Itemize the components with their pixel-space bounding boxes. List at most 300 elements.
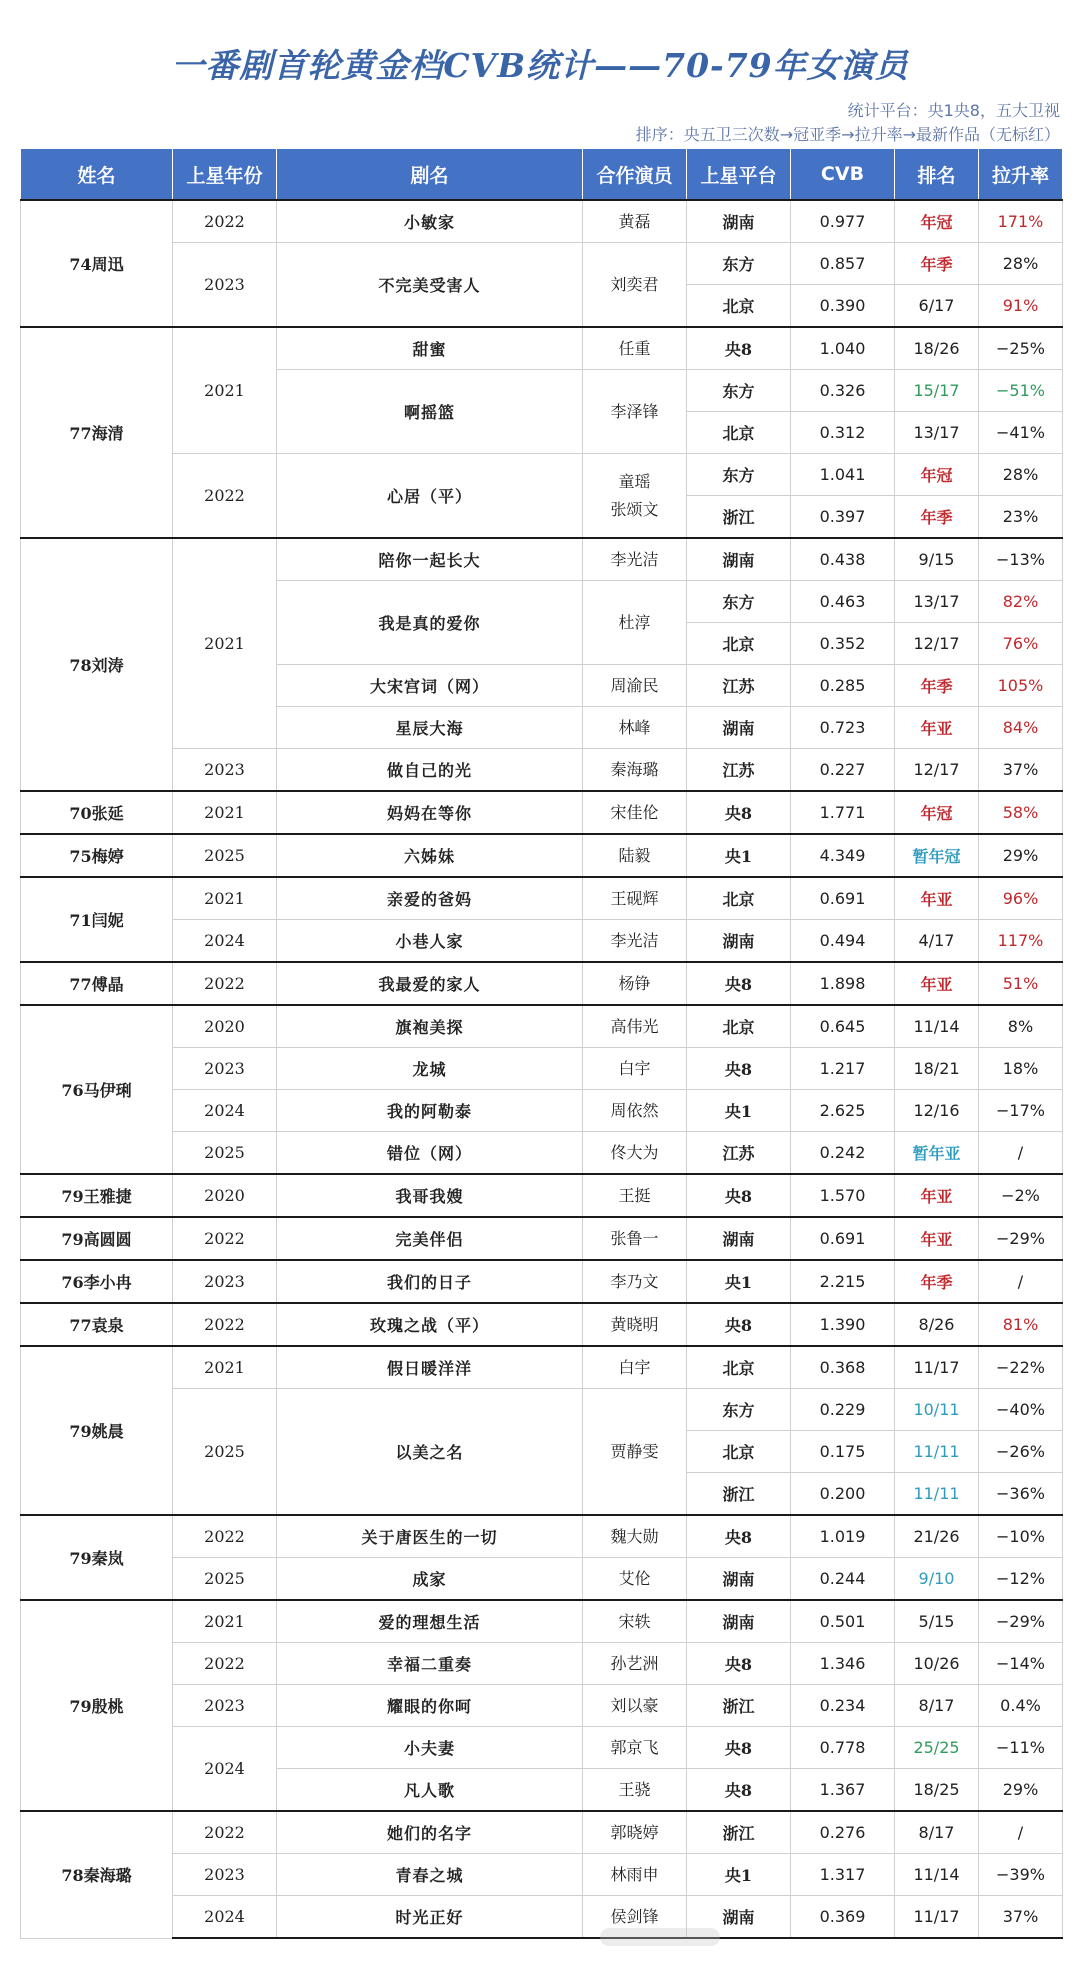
actress-name-cell: 74周迅 <box>21 200 173 327</box>
rise-rate-cell: 28% <box>979 243 1063 285</box>
year-cell: 2023 <box>173 243 277 328</box>
rank-cell: 12/17 <box>895 623 979 665</box>
cvb-cell: 1.390 <box>791 1303 895 1346</box>
year-cell: 2021 <box>173 538 277 749</box>
rise-rate-cell: 58% <box>979 791 1063 834</box>
drama-title-cell: 亲爱的爸妈 <box>277 877 583 920</box>
platform-cell: 北京 <box>687 412 791 454</box>
platform-cell: 北京 <box>687 1005 791 1048</box>
cvb-cell: 1.346 <box>791 1643 895 1685</box>
cvb-cell: 0.326 <box>791 370 895 412</box>
rise-rate-cell: 29% <box>979 834 1063 877</box>
header-year: 上星年份 <box>173 149 277 201</box>
rise-rate-cell: −22% <box>979 1346 1063 1389</box>
co-star-cell <box>583 1389 687 1516</box>
platform-cell: 央1 <box>687 834 791 877</box>
platform-cell: 东方 <box>687 1389 791 1431</box>
rise-rate-cell: 37% <box>979 1896 1063 1939</box>
year-cell: 2021 <box>173 327 277 454</box>
co-star-name: 郭京飞 <box>610 1737 659 1757</box>
platform-cell: 湖南 <box>687 1600 791 1643</box>
rank-cell: 18/25 <box>895 1769 979 1812</box>
rise-rate-cell: 18% <box>979 1048 1063 1090</box>
year-cell: 2022 <box>173 454 277 539</box>
co-star-cell <box>583 1174 687 1217</box>
drama-title-cell: 啊摇篮 <box>277 370 583 454</box>
rank-cell: 暂年冠 <box>895 834 979 877</box>
rank-cell: 9/10 <box>895 1558 979 1601</box>
actress-name-cell: 79王雅捷 <box>21 1174 173 1217</box>
rise-rate-cell: 51% <box>979 962 1063 1005</box>
rise-rate-cell: −10% <box>979 1515 1063 1558</box>
co-star-cell <box>583 1685 687 1727</box>
rise-rate-cell: −13% <box>979 538 1063 581</box>
year-cell: 2022 <box>173 1811 277 1854</box>
platform-cell: 北京 <box>687 623 791 665</box>
platform-cell: 央1 <box>687 1854 791 1896</box>
co-star-cell <box>583 1600 687 1643</box>
rank-cell: 年冠 <box>895 200 979 243</box>
header-drama: 剧名 <box>277 149 583 201</box>
table-row <box>21 1048 1063 1090</box>
cvb-cell: 0.977 <box>791 200 895 243</box>
rise-rate-cell: −41% <box>979 412 1063 454</box>
rank-cell: 21/26 <box>895 1515 979 1558</box>
co-star-cell <box>583 327 687 370</box>
co-star-cell <box>583 749 687 792</box>
co-star-name: 李光洁 <box>610 549 659 569</box>
actress-name-cell: 77袁泉 <box>21 1303 173 1346</box>
platform-cell: 湖南 <box>687 1896 791 1939</box>
actress-name-cell: 76李小冉 <box>21 1260 173 1303</box>
year-cell: 2023 <box>173 1260 277 1303</box>
year-cell: 2024 <box>173 1727 277 1812</box>
header-cast: 合作演员 <box>583 149 687 201</box>
rise-rate-cell: −14% <box>979 1643 1063 1685</box>
drama-title-cell: 耀眼的你呵 <box>277 1685 583 1727</box>
cvb-cell: 0.645 <box>791 1005 895 1048</box>
co-star-name: 黄磊 <box>618 211 651 231</box>
rank-cell: 年季 <box>895 665 979 707</box>
co-star-name: 白宇 <box>618 1058 651 1078</box>
cvb-cell: 1.771 <box>791 791 895 834</box>
cvb-cell: 0.368 <box>791 1346 895 1389</box>
platform-cell: 北京 <box>687 877 791 920</box>
table-row <box>21 1217 1063 1260</box>
drama-title-cell: 时光正好 <box>277 1896 583 1939</box>
cvb-cell: 0.285 <box>791 665 895 707</box>
platform-note: 统计平台：央1央8，五大卫视 <box>847 101 1060 120</box>
platform-cell: 央8 <box>687 327 791 370</box>
drama-title-cell: 大宋宫词（网） <box>277 665 583 707</box>
co-star-cell <box>583 1515 687 1558</box>
table-row <box>21 538 1063 581</box>
cvb-cell: 1.367 <box>791 1769 895 1812</box>
co-star-name: 林雨申 <box>610 1864 659 1884</box>
cvb-cell: 0.244 <box>791 1558 895 1601</box>
platform-cell: 东方 <box>687 370 791 412</box>
year-cell: 2022 <box>173 1303 277 1346</box>
platform-cell: 东方 <box>687 243 791 285</box>
rank-cell: 11/17 <box>895 1896 979 1939</box>
page-title: 一番剧首轮黄金档CVB统计——70-79年女演员 <box>171 46 909 85</box>
rank-cell: 年亚 <box>895 877 979 920</box>
cvb-cell: 0.200 <box>791 1473 895 1516</box>
header-rise: 拉升率 <box>979 149 1063 201</box>
co-star-cell <box>583 370 687 454</box>
cvb-cell: 4.349 <box>791 834 895 877</box>
sort-note: 排序：央五卫三次数→冠亚季→拉升率→最新作品（无标红） <box>635 125 1060 144</box>
rise-rate-cell: −12% <box>979 1558 1063 1601</box>
rise-rate-cell: −40% <box>979 1389 1063 1431</box>
table-row <box>21 1090 1063 1132</box>
drama-title-cell: 做自己的光 <box>277 749 583 792</box>
co-star-name: 艾伦 <box>618 1568 651 1588</box>
rise-rate-cell: / <box>979 1811 1063 1854</box>
co-star-cell <box>583 243 687 328</box>
rise-rate-cell: 0.4% <box>979 1685 1063 1727</box>
platform-cell: 湖南 <box>687 200 791 243</box>
actress-name-cell: 79高圆圆 <box>21 1217 173 1260</box>
drama-title-cell: 完美伴侣 <box>277 1217 583 1260</box>
actress-name-cell: 70张延 <box>21 791 173 834</box>
rank-cell: 18/26 <box>895 327 979 370</box>
co-star-name: 佟大为 <box>610 1142 659 1162</box>
co-star-cell <box>583 1217 687 1260</box>
co-star-name: 林峰 <box>618 717 651 737</box>
co-star-cell <box>583 1854 687 1896</box>
table-row <box>21 1005 1063 1048</box>
cvb-cell: 0.778 <box>791 1727 895 1769</box>
rank-cell: 10/26 <box>895 1643 979 1685</box>
cvb-cell: 1.570 <box>791 1174 895 1217</box>
rank-cell: 11/11 <box>895 1431 979 1473</box>
rank-cell: 年亚 <box>895 707 979 749</box>
rank-cell: 18/21 <box>895 1048 979 1090</box>
co-star-name: 刘奕君 <box>610 274 659 294</box>
table-row <box>21 962 1063 1005</box>
year-cell: 2021 <box>173 791 277 834</box>
co-star-name: 李泽锋 <box>610 401 659 421</box>
rise-rate-cell: −26% <box>979 1431 1063 1473</box>
rank-cell: 8/17 <box>895 1685 979 1727</box>
table-row <box>21 1558 1063 1601</box>
rank-cell: 15/17 <box>895 370 979 412</box>
co-star-cell <box>583 1005 687 1048</box>
rank-cell: 11/11 <box>895 1473 979 1516</box>
drama-title-cell: 小巷人家 <box>277 920 583 963</box>
rise-rate-cell: −51% <box>979 370 1063 412</box>
platform-cell: 浙江 <box>687 1811 791 1854</box>
table-row <box>21 920 1063 963</box>
actress-name-cell: 79殷桃 <box>21 1600 173 1811</box>
drama-title-cell: 假日暖洋洋 <box>277 1346 583 1389</box>
drama-title-cell: 不完美受害人 <box>277 243 583 328</box>
year-cell: 2021 <box>173 877 277 920</box>
co-star-name: 郭晓婷 <box>610 1822 659 1842</box>
co-star-cell <box>583 707 687 749</box>
table-row <box>21 749 1063 792</box>
rank-cell: 年季 <box>895 1260 979 1303</box>
co-star-cell <box>583 920 687 963</box>
cvb-cell: 0.691 <box>791 877 895 920</box>
cvb-cell: 1.040 <box>791 327 895 370</box>
rise-rate-cell: −11% <box>979 1727 1063 1769</box>
rank-cell: 年亚 <box>895 962 979 1005</box>
header-rank: 排名 <box>895 149 979 201</box>
table-row <box>21 1346 1063 1389</box>
co-star-name: 黄晓明 <box>610 1314 659 1334</box>
cvb-cell: 1.019 <box>791 1515 895 1558</box>
actress-name-cell: 78秦海璐 <box>21 1811 173 1938</box>
cvb-table <box>20 148 1063 1939</box>
platform-cell: 湖南 <box>687 1558 791 1601</box>
rank-cell: 11/14 <box>895 1005 979 1048</box>
rank-cell: 12/16 <box>895 1090 979 1132</box>
cvb-cell: 1.898 <box>791 962 895 1005</box>
rank-cell: 13/17 <box>895 412 979 454</box>
platform-cell: 湖南 <box>687 1217 791 1260</box>
actress-name-cell: 78刘涛 <box>21 538 173 791</box>
platform-cell: 央8 <box>687 1303 791 1346</box>
drama-title-cell: 凡人歌 <box>277 1769 583 1812</box>
rise-rate-cell: 23% <box>979 496 1063 539</box>
platform-cell: 湖南 <box>687 707 791 749</box>
co-star-name: 宋轶 <box>618 1611 651 1631</box>
rank-cell: 11/14 <box>895 1854 979 1896</box>
co-star-cell <box>583 1811 687 1854</box>
co-star-cell <box>583 962 687 1005</box>
drama-title-cell: 甜蜜 <box>277 327 583 370</box>
rank-cell: 年亚 <box>895 1174 979 1217</box>
year-cell: 2024 <box>173 920 277 963</box>
cvb-cell: 0.723 <box>791 707 895 749</box>
co-star-cell <box>583 665 687 707</box>
drama-title-cell: 以美之名 <box>277 1389 583 1516</box>
rise-rate-cell: 91% <box>979 285 1063 328</box>
table-row <box>21 327 1063 370</box>
platform-cell: 央8 <box>687 1769 791 1812</box>
rise-rate-cell: 84% <box>979 707 1063 749</box>
co-star-name: 宋佳伦 <box>610 802 659 822</box>
co-star-cell <box>583 1090 687 1132</box>
table-row <box>21 200 1063 243</box>
co-star-name: 周依然 <box>610 1100 659 1120</box>
rank-cell: 年季 <box>895 243 979 285</box>
co-star-name: 李乃文 <box>610 1271 659 1291</box>
co-star-cell <box>583 1260 687 1303</box>
drama-title-cell: 爱的理想生活 <box>277 1600 583 1643</box>
co-star-name: 王砚辉 <box>610 888 659 908</box>
rise-rate-cell: −29% <box>979 1600 1063 1643</box>
platform-cell: 湖南 <box>687 920 791 963</box>
table-header-row <box>21 149 1063 201</box>
table-row <box>21 834 1063 877</box>
co-star-cell <box>583 1643 687 1685</box>
drama-title-cell: 小夫妻 <box>277 1727 583 1769</box>
table-row <box>21 243 1063 285</box>
platform-cell: 浙江 <box>687 496 791 539</box>
co-star-name: 李光洁 <box>610 930 659 950</box>
actress-name-cell: 79秦岚 <box>21 1515 173 1600</box>
rank-cell: 8/26 <box>895 1303 979 1346</box>
cvb-cell: 1.217 <box>791 1048 895 1090</box>
actress-name-cell: 77傅晶 <box>21 962 173 1005</box>
year-cell: 2022 <box>173 1643 277 1685</box>
cvb-cell: 0.501 <box>791 1600 895 1643</box>
rise-rate-cell: −36% <box>979 1473 1063 1516</box>
table-row <box>21 1260 1063 1303</box>
rise-rate-cell: 29% <box>979 1769 1063 1812</box>
platform-cell: 湖南 <box>687 538 791 581</box>
table-row <box>21 1685 1063 1727</box>
drama-title-cell: 妈妈在等你 <box>277 791 583 834</box>
cvb-cell: 0.438 <box>791 538 895 581</box>
platform-cell: 央8 <box>687 1643 791 1685</box>
platform-cell: 央8 <box>687 1515 791 1558</box>
platform-cell: 浙江 <box>687 1473 791 1516</box>
rank-cell: 9/15 <box>895 538 979 581</box>
header-platform: 上星平台 <box>687 149 791 201</box>
platform-cell: 央8 <box>687 791 791 834</box>
co-star-cell <box>583 877 687 920</box>
cvb-cell: 1.041 <box>791 454 895 496</box>
rank-cell: 6/17 <box>895 285 979 328</box>
drama-title-cell: 我们的日子 <box>277 1260 583 1303</box>
platform-cell: 江苏 <box>687 1132 791 1175</box>
drama-title-cell: 我哥我嫂 <box>277 1174 583 1217</box>
cvb-cell: 0.229 <box>791 1389 895 1431</box>
table-row <box>21 1811 1063 1854</box>
table-row <box>21 1600 1063 1643</box>
platform-cell: 江苏 <box>687 749 791 792</box>
platform-cell: 央8 <box>687 1174 791 1217</box>
rise-rate-cell: / <box>979 1260 1063 1303</box>
rise-rate-cell: / <box>979 1132 1063 1175</box>
drama-title-cell: 旗袍美探 <box>277 1005 583 1048</box>
year-cell: 2022 <box>173 200 277 243</box>
drama-title-cell: 青春之城 <box>277 1854 583 1896</box>
rank-cell: 年冠 <box>895 454 979 496</box>
year-cell: 2024 <box>173 1090 277 1132</box>
table-row <box>21 877 1063 920</box>
platform-cell: 央8 <box>687 1048 791 1090</box>
actress-name-cell: 77海清 <box>21 327 173 538</box>
table-row <box>21 1389 1063 1431</box>
drama-title-cell: 我的阿勒泰 <box>277 1090 583 1132</box>
table-row <box>21 1854 1063 1896</box>
platform-cell: 浙江 <box>687 1685 791 1727</box>
co-star-name: 任重 <box>618 338 651 358</box>
year-cell: 2021 <box>173 1600 277 1643</box>
rise-rate-cell: 117% <box>979 920 1063 963</box>
cvb-cell: 0.312 <box>791 412 895 454</box>
table-row <box>21 791 1063 834</box>
cvb-cell: 0.857 <box>791 243 895 285</box>
rise-rate-cell: 76% <box>979 623 1063 665</box>
year-cell: 2022 <box>173 1515 277 1558</box>
rise-rate-cell: −25% <box>979 327 1063 370</box>
drama-title-cell: 六姊妹 <box>277 834 583 877</box>
platform-cell: 东方 <box>687 581 791 623</box>
rise-rate-cell: 105% <box>979 665 1063 707</box>
co-star-name: 王挺 <box>618 1185 651 1205</box>
co-star-cell <box>583 538 687 581</box>
cvb-cell: 1.317 <box>791 1854 895 1896</box>
rise-rate-cell: 96% <box>979 877 1063 920</box>
table-row <box>21 1515 1063 1558</box>
year-cell: 2023 <box>173 749 277 792</box>
actress-name-cell: 79姚晨 <box>21 1346 173 1515</box>
rank-cell: 4/17 <box>895 920 979 963</box>
cvb-cell: 0.234 <box>791 1685 895 1727</box>
drama-title-cell: 成家 <box>277 1558 583 1601</box>
year-cell: 2023 <box>173 1854 277 1896</box>
rank-cell: 年季 <box>895 496 979 539</box>
rise-rate-cell: −29% <box>979 1217 1063 1260</box>
cvb-cell: 0.175 <box>791 1431 895 1473</box>
platform-cell: 央8 <box>687 1727 791 1769</box>
drama-title-cell: 幸福二重奏 <box>277 1643 583 1685</box>
cvb-cell: 0.397 <box>791 496 895 539</box>
co-star-name: 白宇 <box>618 1357 651 1377</box>
rank-cell: 12/17 <box>895 749 979 792</box>
drama-title-cell: 龙城 <box>277 1048 583 1090</box>
year-cell: 2022 <box>173 962 277 1005</box>
drama-title-cell: 她们的名字 <box>277 1811 583 1854</box>
year-cell: 2025 <box>173 1389 277 1516</box>
co-star-cell <box>583 1727 687 1769</box>
platform-cell: 江苏 <box>687 665 791 707</box>
rank-cell: 年亚 <box>895 1217 979 1260</box>
co-star-cell <box>583 454 687 539</box>
drama-title-cell: 心居（平） <box>277 454 583 539</box>
drama-title-cell: 错位（网） <box>277 1132 583 1175</box>
table-row <box>21 1896 1063 1939</box>
co-star-name: 杨铮 <box>618 973 651 993</box>
rank-cell: 年冠 <box>895 791 979 834</box>
co-star-name: 童瑶 <box>618 471 651 491</box>
co-star-cell <box>583 1769 687 1812</box>
co-star-cell <box>583 1132 687 1175</box>
actress-name-cell: 71闫妮 <box>21 877 173 962</box>
header-name: 姓名 <box>21 149 173 201</box>
co-star-cell <box>583 1303 687 1346</box>
co-star-cell <box>583 791 687 834</box>
table-row <box>21 1132 1063 1175</box>
table-row <box>21 1727 1063 1769</box>
rise-rate-cell: 37% <box>979 749 1063 792</box>
rank-cell: 暂年亚 <box>895 1132 979 1175</box>
platform-cell: 北京 <box>687 1346 791 1389</box>
rise-rate-cell: −2% <box>979 1174 1063 1217</box>
year-cell: 2020 <box>173 1005 277 1048</box>
table-row <box>21 1303 1063 1346</box>
cvb-cell: 0.242 <box>791 1132 895 1175</box>
rise-rate-cell: 28% <box>979 454 1063 496</box>
platform-cell: 央1 <box>687 1260 791 1303</box>
rank-cell: 8/17 <box>895 1811 979 1854</box>
year-cell: 2021 <box>173 1346 277 1389</box>
watermark <box>600 1928 720 1946</box>
co-star-cell <box>583 581 687 665</box>
drama-title-cell: 关于唐医生的一切 <box>277 1515 583 1558</box>
co-star-name: 张颂文 <box>610 499 659 519</box>
co-star-name: 秦海璐 <box>610 759 659 779</box>
cvb-cell: 0.227 <box>791 749 895 792</box>
rank-cell: 25/25 <box>895 1727 979 1769</box>
co-star-name: 贾静雯 <box>610 1441 659 1461</box>
